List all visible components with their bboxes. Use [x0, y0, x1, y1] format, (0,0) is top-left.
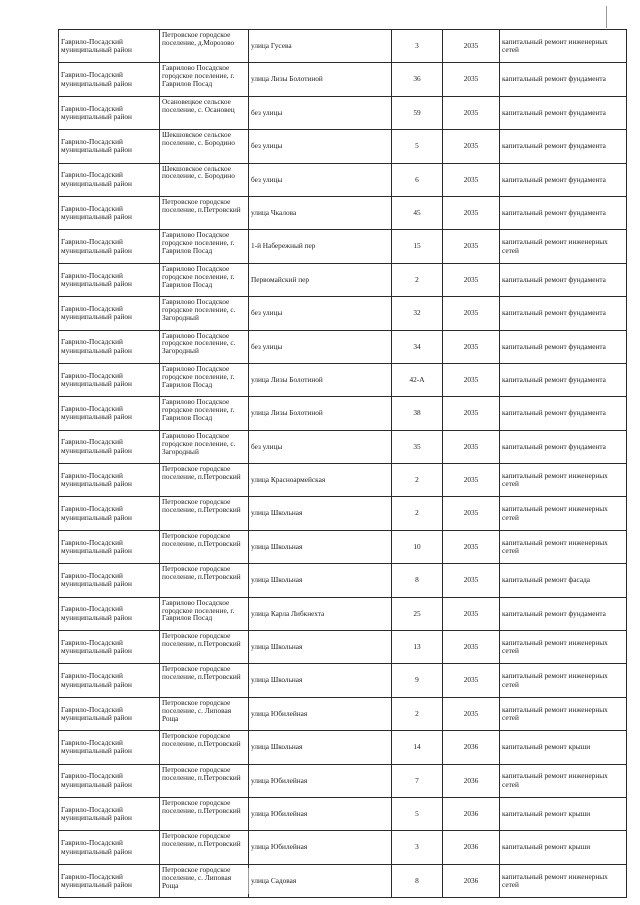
settlement-cell: Петровское городское поселение, п.Петровский: [160, 464, 249, 497]
year-cell: 2036: [443, 764, 500, 797]
settlement-cell: Гаврилово Посадское городское поселение, г. Гаврилов Посад: [160, 63, 249, 96]
house-number-cell: 42-А: [392, 363, 443, 396]
settlement-cell: Петровское городское поселение, п.Петровский: [160, 764, 249, 797]
table-row: [59, 397, 627, 430]
settlement-cell: Петровское городское поселение, п.Петровский: [160, 497, 249, 530]
house-number-cell: 45: [392, 196, 443, 229]
table-body: [59, 30, 627, 898]
street-cell: улица Красноармейская: [249, 464, 392, 497]
scan-artifact-top: [606, 6, 607, 28]
settlement-cell: Петровское городское поселение, п.Петровский: [160, 530, 249, 563]
table-row: [59, 130, 627, 163]
street-cell: улица Чкалова: [249, 196, 392, 229]
settlement-cell: Гаврилово Посадское городское поселение, г. Гаврилов Посад: [160, 263, 249, 296]
year-cell: 2035: [443, 263, 500, 296]
settlement-cell: Петровское городское поселение, п.Петровский: [160, 631, 249, 664]
year-cell: 2035: [443, 196, 500, 229]
table-row: [59, 330, 627, 363]
street-cell: улица Школьная: [249, 530, 392, 563]
year-cell: 2035: [443, 330, 500, 363]
street-cell: улица Гусева: [249, 30, 392, 63]
municipality-cell: Гаврило-Посадский муниципальный район: [59, 330, 160, 363]
street-cell: улица Юбилейная: [249, 764, 392, 797]
street-cell: без улицы: [249, 330, 392, 363]
street-cell: без улицы: [249, 297, 392, 330]
year-cell: 2035: [443, 530, 500, 563]
house-number-cell: 13: [392, 631, 443, 664]
street-cell: улица Лизы Болотиной: [249, 397, 392, 430]
municipality-cell: Гаврило-Посадский муниципальный район: [59, 263, 160, 296]
work-type-cell: капитальный ремонт инженерных сетей: [500, 30, 627, 63]
year-cell: 2035: [443, 597, 500, 630]
municipality-cell: Гаврило-Посадский муниципальный район: [59, 664, 160, 697]
house-number-cell: 38: [392, 397, 443, 430]
house-number-cell: 8: [392, 564, 443, 597]
year-cell: 2035: [443, 464, 500, 497]
work-type-cell: капитальный ремонт фундамента: [500, 297, 627, 330]
work-type-cell: капитальный ремонт фундамента: [500, 196, 627, 229]
settlement-cell: Петровское городское поселение, п.Петровский: [160, 831, 249, 864]
table-row: [59, 430, 627, 463]
work-type-cell: капитальный ремонт фундамента: [500, 397, 627, 430]
municipality-cell: Гаврило-Посадский муниципальный район: [59, 764, 160, 797]
house-number-cell: 5: [392, 797, 443, 830]
work-type-cell: капитальный ремонт инженерных сетей: [500, 864, 627, 897]
table-row: [59, 664, 627, 697]
street-cell: улица Садовая: [249, 864, 392, 897]
settlement-cell: Гаврилово Посадское городское поселение, г. Гаврилов Посад: [160, 230, 249, 263]
settlement-cell: Петровское городское поселение, п.Петровский: [160, 797, 249, 830]
work-type-cell: капитальный ремонт фундамента: [500, 363, 627, 396]
street-cell: улица Юбилейная: [249, 697, 392, 730]
work-type-cell: капитальный ремонт фундамента: [500, 430, 627, 463]
house-number-cell: 2: [392, 697, 443, 730]
year-cell: 2035: [443, 631, 500, 664]
settlement-cell: Шекшовское сельское поселение, с. Бородино: [160, 163, 249, 196]
table-row: [59, 30, 627, 63]
settlement-cell: Гаврилово Посадское городское поселение, с. Загородный: [160, 430, 249, 463]
municipality-cell: Гаврило-Посадский муниципальный район: [59, 397, 160, 430]
municipality-cell: Гаврило-Посадский муниципальный район: [59, 196, 160, 229]
work-type-cell: капитальный ремонт фундамента: [500, 130, 627, 163]
settlement-cell: Петровское городское поселение, с. Липовая Роща: [160, 864, 249, 897]
work-type-cell: капитальный ремонт инженерных сетей: [500, 697, 627, 730]
house-number-cell: 6: [392, 163, 443, 196]
work-type-cell: капитальный ремонт фундамента: [500, 63, 627, 96]
house-number-cell: 59: [392, 96, 443, 129]
document-sheet: [58, 29, 615, 898]
settlement-cell: Гаврилово Посадское городское поселение, с. Загородный: [160, 297, 249, 330]
table-row: [59, 631, 627, 664]
table-row: [59, 764, 627, 797]
house-number-cell: 9: [392, 664, 443, 697]
table-row: [59, 497, 627, 530]
work-type-cell: капитальный ремонт фундамента: [500, 597, 627, 630]
municipality-cell: Гаврило-Посадский муниципальный район: [59, 63, 160, 96]
table-row: [59, 697, 627, 730]
municipality-cell: Гаврило-Посадский муниципальный район: [59, 230, 160, 263]
house-number-cell: 5: [392, 130, 443, 163]
table-row: [59, 297, 627, 330]
house-number-cell: 36: [392, 63, 443, 96]
year-cell: 2036: [443, 731, 500, 764]
house-number-cell: 3: [392, 30, 443, 63]
municipality-cell: Гаврило-Посадский муниципальный район: [59, 597, 160, 630]
work-type-cell: капитальный ремонт инженерных сетей: [500, 631, 627, 664]
house-number-cell: 7: [392, 764, 443, 797]
house-number-cell: 2: [392, 497, 443, 530]
repair-schedule-table: [58, 29, 627, 898]
street-cell: улица Школьная: [249, 497, 392, 530]
work-type-cell: капитальный ремонт крыши: [500, 731, 627, 764]
year-cell: 2036: [443, 831, 500, 864]
street-cell: улица Юбилейная: [249, 831, 392, 864]
house-number-cell: 10: [392, 530, 443, 563]
settlement-cell: Петровское городское поселение, п.Петровский: [160, 731, 249, 764]
house-number-cell: 3: [392, 831, 443, 864]
municipality-cell: Гаврило-Посадский муниципальный район: [59, 864, 160, 897]
municipality-cell: Гаврило-Посадский муниципальный район: [59, 564, 160, 597]
house-number-cell: 8: [392, 864, 443, 897]
work-type-cell: капитальный ремонт фундамента: [500, 330, 627, 363]
work-type-cell: капитальный ремонт фундамента: [500, 163, 627, 196]
table-row: [59, 230, 627, 263]
table-row: [59, 263, 627, 296]
year-cell: 2035: [443, 163, 500, 196]
municipality-cell: Гаврило-Посадский муниципальный район: [59, 631, 160, 664]
house-number-cell: 25: [392, 597, 443, 630]
table-row: [59, 831, 627, 864]
street-cell: без улицы: [249, 96, 392, 129]
street-cell: улица Лизы Болотиной: [249, 63, 392, 96]
house-number-cell: 15: [392, 230, 443, 263]
street-cell: улица Юбилейная: [249, 797, 392, 830]
work-type-cell: капитальный ремонт фасада: [500, 564, 627, 597]
table-row: [59, 564, 627, 597]
street-cell: без улицы: [249, 163, 392, 196]
street-cell: улица Лизы Болотиной: [249, 363, 392, 396]
municipality-cell: Гаврило-Посадский муниципальный район: [59, 464, 160, 497]
year-cell: 2035: [443, 363, 500, 396]
settlement-cell: Гаврилово Посадское городское поселение, г. Гаврилов Посад: [160, 397, 249, 430]
settlement-cell: Петровское городское поселение, п.Петровский: [160, 664, 249, 697]
settlement-cell: Гаврилово Посадское городское поселение, г. Гаврилов Посад: [160, 363, 249, 396]
street-cell: без улицы: [249, 430, 392, 463]
table-row: [59, 63, 627, 96]
municipality-cell: Гаврило-Посадский муниципальный район: [59, 430, 160, 463]
work-type-cell: капитальный ремонт инженерных сетей: [500, 530, 627, 563]
year-cell: 2035: [443, 230, 500, 263]
year-cell: 2035: [443, 130, 500, 163]
house-number-cell: 34: [392, 330, 443, 363]
street-cell: без улицы: [249, 130, 392, 163]
municipality-cell: Гаврило-Посадский муниципальный район: [59, 497, 160, 530]
year-cell: 2035: [443, 697, 500, 730]
year-cell: 2035: [443, 63, 500, 96]
house-number-cell: 2: [392, 464, 443, 497]
house-number-cell: 32: [392, 297, 443, 330]
street-cell: Первомайский пер: [249, 263, 392, 296]
house-number-cell: 35: [392, 430, 443, 463]
year-cell: 2035: [443, 430, 500, 463]
work-type-cell: капитальный ремонт крыши: [500, 831, 627, 864]
settlement-cell: Петровское городское поселение, п.Петровский: [160, 196, 249, 229]
table-row: [59, 530, 627, 563]
work-type-cell: капитальный ремонт инженерных сетей: [500, 497, 627, 530]
municipality-cell: Гаврило-Посадский муниципальный район: [59, 697, 160, 730]
table-row: [59, 196, 627, 229]
settlement-cell: Петровское городское поселение, д.Морозово: [160, 30, 249, 63]
municipality-cell: Гаврило-Посадский муниципальный район: [59, 363, 160, 396]
settlement-cell: Гаврилово Посадское городское поселение, г. Гаврилов Посад: [160, 597, 249, 630]
municipality-cell: Гаврило-Посадский муниципальный район: [59, 297, 160, 330]
work-type-cell: капитальный ремонт инженерных сетей: [500, 464, 627, 497]
work-type-cell: капитальный ремонт инженерных сетей: [500, 764, 627, 797]
year-cell: 2035: [443, 96, 500, 129]
house-number-cell: 14: [392, 731, 443, 764]
settlement-cell: Шекшовское сельское поселение, с. Бородино: [160, 130, 249, 163]
settlement-cell: Петровское городское поселение, с. Липовая Роща: [160, 697, 249, 730]
year-cell: 2035: [443, 497, 500, 530]
table-row: [59, 731, 627, 764]
work-type-cell: капитальный ремонт крыши: [500, 797, 627, 830]
year-cell: 2035: [443, 564, 500, 597]
municipality-cell: Гаврило-Посадский муниципальный район: [59, 30, 160, 63]
settlement-cell: Осановецкое сельское поселение, с. Осановец: [160, 96, 249, 129]
work-type-cell: капитальный ремонт инженерных сетей: [500, 230, 627, 263]
municipality-cell: Гаврило-Посадский муниципальный район: [59, 797, 160, 830]
street-cell: 1-й Набережный пер: [249, 230, 392, 263]
street-cell: улица Школьная: [249, 564, 392, 597]
year-cell: 2035: [443, 397, 500, 430]
year-cell: 2036: [443, 864, 500, 897]
table-row: [59, 363, 627, 396]
table-row: [59, 597, 627, 630]
table-row: [59, 464, 627, 497]
settlement-cell: Петровское городское поселение, п.Петровский: [160, 564, 249, 597]
street-cell: улица Школьная: [249, 664, 392, 697]
settlement-cell: Гаврилово Посадское городское поселение, с. Загородный: [160, 330, 249, 363]
year-cell: 2035: [443, 664, 500, 697]
municipality-cell: Гаврило-Посадский муниципальный район: [59, 130, 160, 163]
street-cell: улица Карла Либкнехта: [249, 597, 392, 630]
table-row: [59, 96, 627, 129]
municipality-cell: Гаврило-Посадский муниципальный район: [59, 163, 160, 196]
house-number-cell: 2: [392, 263, 443, 296]
municipality-cell: Гаврило-Посадский муниципальный район: [59, 731, 160, 764]
scan-artifact-bottom: [248, 868, 249, 894]
work-type-cell: капитальный ремонт инженерных сетей: [500, 664, 627, 697]
work-type-cell: капитальный ремонт фундамента: [500, 263, 627, 296]
year-cell: 2035: [443, 30, 500, 63]
street-cell: улица Школьная: [249, 631, 392, 664]
work-type-cell: капитальный ремонт фундамента: [500, 96, 627, 129]
municipality-cell: Гаврило-Посадский муниципальный район: [59, 530, 160, 563]
municipality-cell: Гаврило-Посадский муниципальный район: [59, 96, 160, 129]
year-cell: 2035: [443, 297, 500, 330]
municipality-cell: Гаврило-Посадский муниципальный район: [59, 831, 160, 864]
street-cell: улица Школьная: [249, 731, 392, 764]
year-cell: 2036: [443, 797, 500, 830]
table-row: [59, 797, 627, 830]
table-row: [59, 864, 627, 897]
table-row: [59, 163, 627, 196]
